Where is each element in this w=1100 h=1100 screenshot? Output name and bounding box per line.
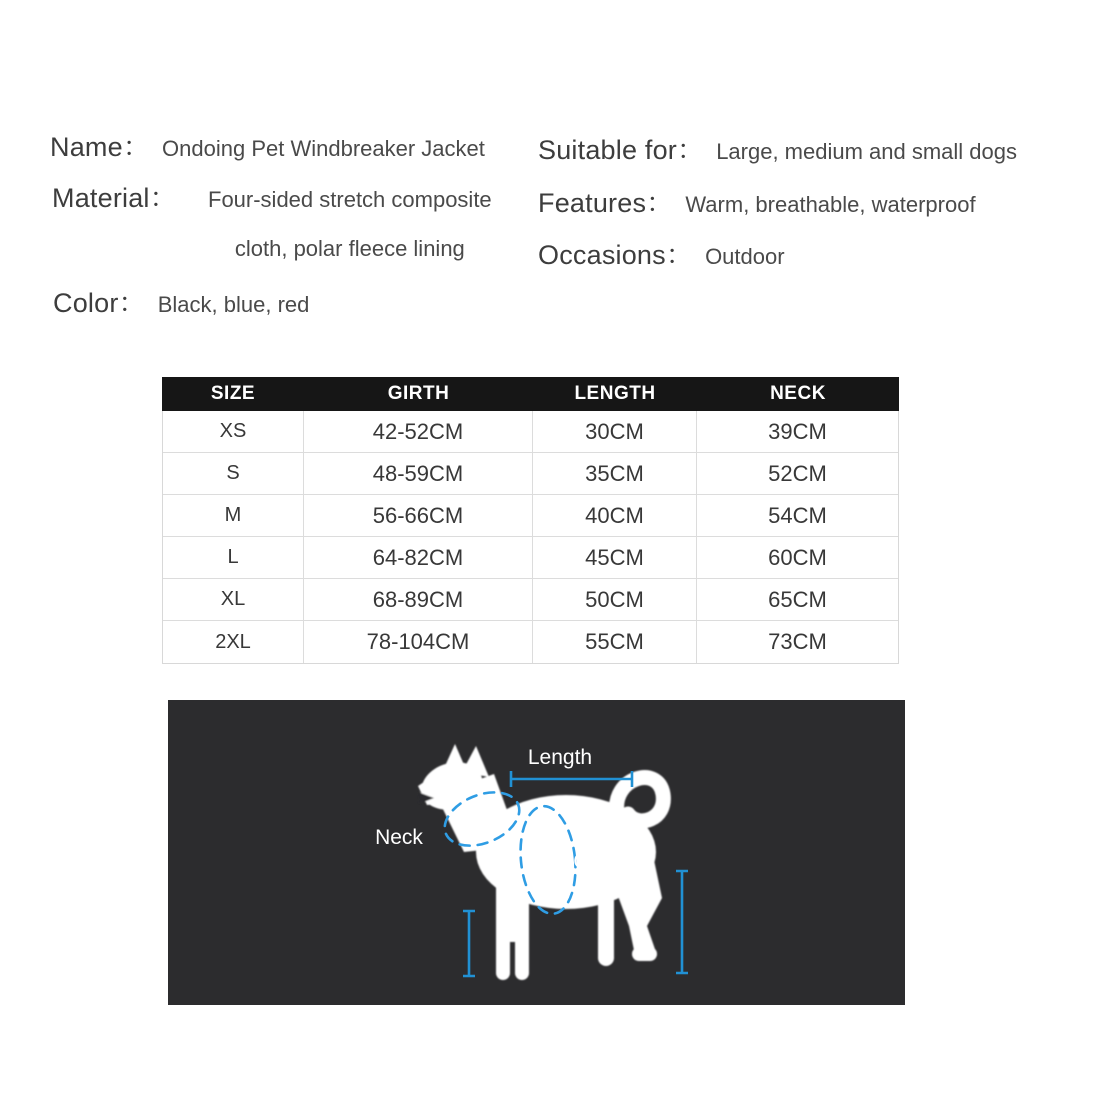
neck-label: Neck [375, 826, 423, 849]
size-table [162, 377, 899, 664]
cell-girth: 48-59CM [304, 453, 533, 494]
table-row-l [163, 537, 898, 579]
table-row-xs [163, 411, 898, 453]
cell-size: XS [163, 411, 304, 452]
header-cell-size: SIZE [210, 383, 256, 404]
occasions-label: Occasions： [538, 240, 694, 270]
cell-length: 55CM [533, 621, 697, 663]
features-label: Features： [538, 188, 674, 218]
cell-size: M [163, 495, 304, 536]
table-row-2xl [163, 621, 898, 663]
suitable-for-label: Suitable for： [538, 135, 705, 165]
cell-length: 45CM [533, 537, 697, 578]
cell-neck: 39CM [768, 418, 827, 444]
size-table-header-row [162, 377, 899, 411]
size-chart-diagram-panel [168, 700, 905, 1005]
features-value: Warm, breathable, waterproof [685, 192, 976, 217]
suitable-for-value: Large, medium and small dogs [716, 139, 1018, 164]
cell-length: 50CM [533, 579, 697, 620]
table-row-xl [163, 579, 898, 621]
info-row-name [50, 124, 485, 173]
info-row-suitable-for [538, 127, 1017, 176]
info-row-occasions [538, 232, 785, 281]
girth-label: Girth [573, 850, 619, 873]
cell-length: 35CM [533, 453, 697, 494]
header-cell-girth: GIRTH [387, 383, 450, 404]
cell-girth: 68-89CM [304, 579, 533, 620]
cell-neck: 65CM [768, 586, 827, 612]
table-row-m [163, 495, 898, 537]
cell-neck: 54CM [768, 502, 827, 528]
cell-size: XL [163, 579, 304, 620]
cell-girth: 42-52CM [304, 411, 533, 452]
info-row-color [53, 280, 309, 329]
color-value: Black, blue, red [157, 292, 310, 317]
material-label: Material： [52, 183, 177, 213]
cell-size: 2XL [163, 621, 304, 663]
cell-girth: 64-82CM [304, 537, 533, 578]
cell-length: 40CM [533, 495, 697, 536]
cell-girth: 56-66CM [304, 495, 533, 536]
header-cell-length: LENGTH [574, 383, 656, 404]
info-row-features [538, 180, 976, 229]
color-label: Color： [53, 288, 146, 318]
size-table-body [162, 411, 899, 664]
cell-girth: 78-104CM [304, 621, 533, 663]
header-cell-neck: NECK [770, 383, 826, 404]
cell-size: S [163, 453, 304, 494]
length-label: Length [527, 746, 593, 769]
cell-length: 30CM [533, 411, 697, 452]
cell-size: L [163, 537, 304, 578]
name-value: Ondoing Pet Windbreaker Jacket [162, 136, 485, 161]
table-row-s [163, 453, 898, 495]
cell-neck: 60CM [768, 544, 827, 570]
occasions-value: Outdoor [705, 244, 785, 269]
cell-neck: 52CM [768, 460, 827, 486]
info-row-material [52, 175, 511, 273]
name-label: Name： [50, 132, 151, 162]
material-value: Four-sided stretch composite cloth, polar fleece lining [208, 187, 492, 261]
cell-neck: 73CM [768, 629, 827, 654]
